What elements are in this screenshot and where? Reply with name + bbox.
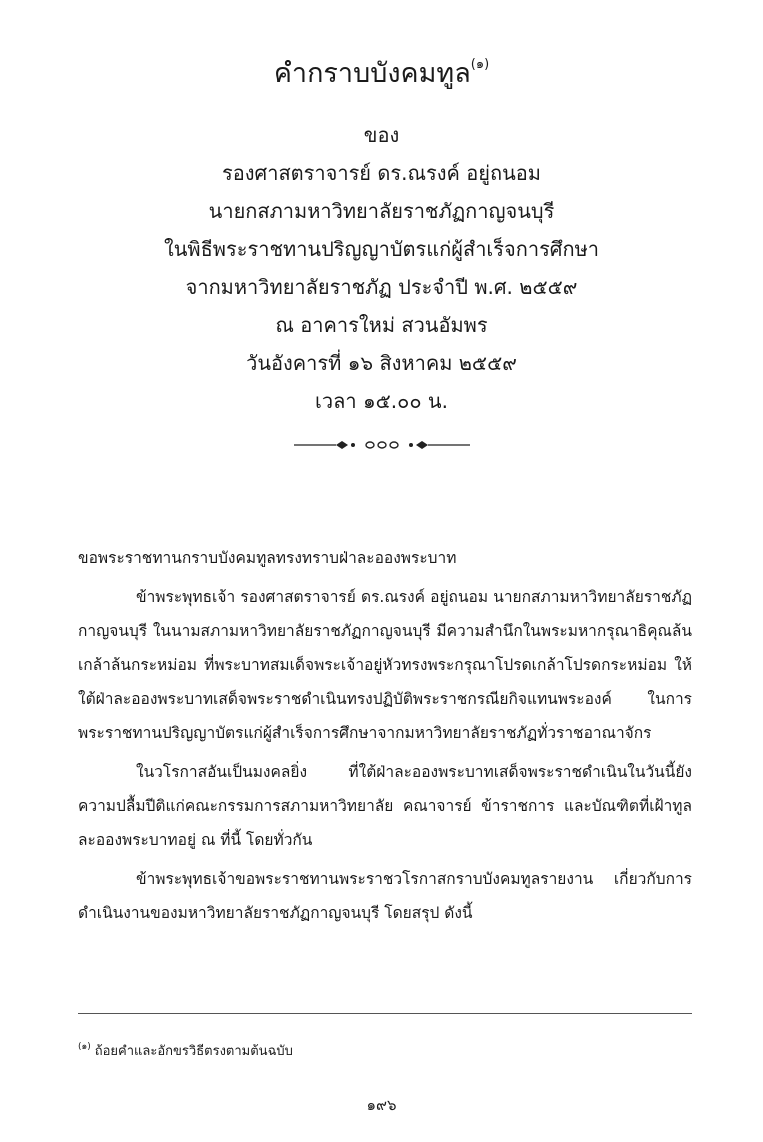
header-line-of: ของ xyxy=(363,123,400,147)
header-line-time: เวลา ๑๕.๐๐ น. xyxy=(315,389,448,413)
footnote xyxy=(78,1037,692,1062)
body-paragraph: ข้าพระพุทธเจ้าขอพระราชทานพระราชวโรกาสกราบบังคมทูลรายงาน เกี่ยวกับการดำเนินงานของมหาวิทยาลัยราชภัฏกาญจนบุรี โดยสรุป ดังนี้ xyxy=(78,870,692,922)
header-line-speaker: รองศาสตราจารย์ ดร.ณรงค์ อยู่ถนอม xyxy=(222,161,541,185)
title-footnote-marker: (๑) xyxy=(470,57,490,72)
header-line-ceremony: ในพิธีพระราชทานปริญญาบัตรแก่ผู้สำเร็จการศึกษา xyxy=(163,237,600,261)
ceremony-header xyxy=(0,116,763,420)
header-line-position: นายกสภามหาวิทยาลัยราชภัฏกาญจนบุรี xyxy=(208,199,555,223)
body-paragraph: ข้าพระพุทธเจ้า รองศาสตราจารย์ ดร.ณรงค์ อยู่ถนอม นายกสภามหาวิทยาลัยราชภัฏกาญจนบุรี ในนามสภามหาวิทยาลัยราชภัฏกาญจนบุรี มีความสำนึกในพระมหากรุณาธิคุณล้นเกล้าล้นกระหม่อม ที่พระบาทสมเด็จพระเจ้าอยู่หัวทรงพระกรุณาโปรดเกล้าโปรดกระหม่อม ให้ใต้ฝ่าละอองพระบาทเสด็จพระราชดำเนินทรงปฏิบัติพระราชกรณียกิจแทนพระองค์ ในการพระราชทานปริญญาบัตรแก่ผู้สำเร็จการศึกษาจากมหาวิทยาลัยราชภัฏทั่วราชอาณาจักร xyxy=(78,588,692,742)
header-line-venue: ณ อาคารใหม่ สวนอัมพร xyxy=(275,313,488,337)
footnote-text: ถ้อยคำและอักขรวิธีตรงตามต้นฉบับ xyxy=(94,1044,293,1059)
divider-ornament-icon xyxy=(292,434,472,456)
header-line-year: จากมหาวิทยาลัยราชภัฏ ประจำปี พ.ศ. ๒๕๕๙ xyxy=(185,275,578,299)
speech-body xyxy=(78,541,692,930)
salutation-paragraph: ขอพระราชทานกราบบังคมทูลทรงทราบฝ่าละอองพระบาท xyxy=(78,549,457,567)
page-number: ๑๙๖ xyxy=(366,1096,397,1114)
body-paragraph: ในวโรกาสอันเป็นมงคลยิ่ง ที่ใต้ฝ่าละอองพระบาทเสด็จพระราชดำเนินในวันนี้ยังความปลื้มปีติแก่คณะกรรมการสภามหาวิทยาลัย คณาจารย์ ข้าราชการ และบัณฑิตที่เฝ้าทูลละอองพระบาทอยู่ ณ ที่นี้ โดยทั่วกัน xyxy=(78,763,692,849)
header-line-date: วันอังคารที่ ๑๖ สิงหาคม ๒๕๕๙ xyxy=(246,351,517,375)
page-title xyxy=(0,46,763,93)
footnote-separator xyxy=(78,1013,692,1014)
title-text: คำกราบบังคมทูล xyxy=(273,58,471,89)
footnote-marker: (๑) xyxy=(78,1042,91,1052)
